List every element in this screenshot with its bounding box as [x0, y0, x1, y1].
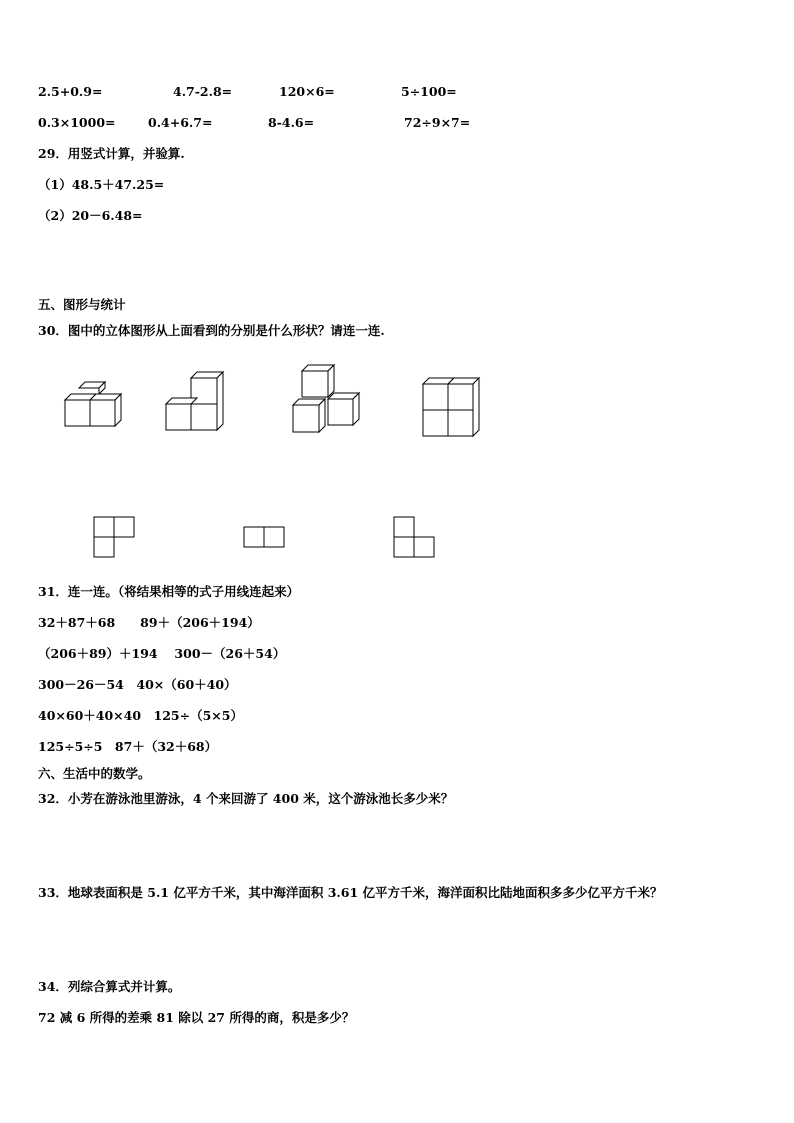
question-32: 32．小芳在游泳池里游泳，4 个来回游了 400 米，这个游泳池长多少米？ [38, 791, 454, 806]
solid-figure-4 [420, 376, 486, 440]
solid-figure-2 [163, 368, 233, 434]
top-view-1 [93, 516, 137, 558]
question-29-item-1: （1）48.5＋47.25= [38, 177, 165, 192]
oral-calc-1: 2.5+0.9= [38, 84, 103, 99]
question-30-title: 30．图中的立体图形从上面看到的分别是什么形状？请连一连. [38, 323, 385, 338]
oral-calc-7: 8-4.6= [268, 115, 315, 130]
question-31-title: 31．连一连。（将结果相等的式子用线连起来） [38, 584, 300, 599]
match-line-1: 32＋87＋68 89＋（206＋194） [38, 615, 260, 630]
oral-calc-8: 72÷9×7= [404, 115, 471, 130]
section-5-title: 五、图形与统计 [38, 297, 126, 312]
section-6-title: 六、生活中的数学。 [38, 766, 151, 781]
question-34-title: 34．列综合算式并计算。 [38, 979, 181, 994]
top-view-3 [393, 516, 437, 558]
top-view-2 [243, 526, 287, 548]
oral-calc-2: 4.7-2.8= [173, 84, 233, 99]
match-line-4: 40×60＋40×40 125÷（5×5） [38, 708, 243, 723]
match-line-3: 300－26－54 40×（60＋40） [38, 677, 237, 692]
solid-figure-1 [60, 380, 130, 432]
match-line-2: （206＋89）＋194 300－（26＋54） [38, 646, 286, 661]
question-33: 33．地球表面积是 5.1 亿平方千米，其中海洋面积 3.61 亿平方千米，海洋面积比陆地面积多多少亿平方千米？ [38, 885, 663, 900]
question-29-item-2: （2）20－6.48= [38, 208, 143, 223]
match-line-5: 125÷5÷5 87＋（32＋68） [38, 739, 218, 754]
solid-figure-3 [290, 363, 365, 435]
oral-calc-3: 120×6= [279, 84, 335, 99]
oral-calc-5: 0.3×1000= [38, 115, 116, 130]
oral-calc-4: 5÷100= [401, 84, 457, 99]
oral-calc-6: 0.4+6.7= [148, 115, 213, 130]
question-34-text: 72 减 6 所得的差乘 81 除以 27 所得的商，积是多少？ [38, 1010, 355, 1025]
question-29-title: 29．用竖式计算，并验算. [38, 146, 185, 161]
